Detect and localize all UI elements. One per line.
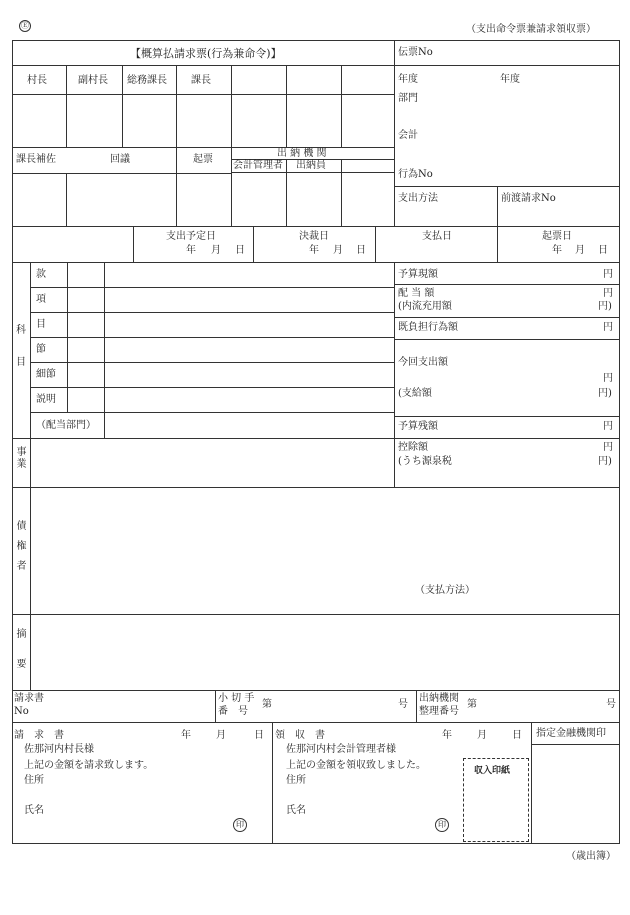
- seikyusho-seal: 印: [233, 818, 247, 832]
- haito-gaku-label: 配 当 額: [398, 288, 435, 299]
- approval-kaikei-kanrisha: 会計管理者: [233, 160, 283, 171]
- kojo-label: 控除額: [398, 442, 428, 453]
- kessai-nen: 年: [309, 245, 319, 256]
- gensen-yen: 円): [598, 456, 612, 467]
- yotei-tsuki: 月: [211, 245, 221, 256]
- approval-suitouin: 出納員: [296, 160, 326, 171]
- saiken-label: 債権者: [14, 520, 25, 580]
- kogitte-dai: 第: [262, 699, 272, 710]
- konkai-yen: 円: [603, 373, 613, 384]
- koui-no-label: 行為No: [398, 169, 433, 180]
- kamoku-kan: 款: [36, 269, 46, 280]
- kihyo-bi-label: 起票日: [542, 231, 572, 242]
- seikyusho-tsuki: 月: [216, 730, 226, 741]
- gensen-label: (うち源泉税: [398, 456, 452, 467]
- seikyu-label-2: No: [14, 706, 29, 717]
- kaikei-label: 会計: [398, 130, 418, 141]
- shiharai-houhou-paren: （支払方法）: [415, 585, 475, 596]
- form-type-label: （支出命令票兼請求領収票）: [466, 24, 596, 35]
- approval-kihyo: 起票: [193, 154, 213, 165]
- kessai-hi: 日: [356, 245, 366, 256]
- ryoshusho-body: 上記の金額を領収致しました。: [286, 760, 426, 771]
- seiri-label-2: 整理番号: [419, 706, 459, 717]
- yosan-genkaku-label: 予算現額: [398, 269, 438, 280]
- naiyu-juyou-label: (内流充用額: [398, 301, 452, 312]
- yotei-hi: 日: [235, 245, 245, 256]
- kogitte-label-1: 小 切 手: [218, 693, 255, 704]
- kamoku-label-1: [16, 326, 26, 368]
- ryoshusho-shimei: 氏名: [286, 805, 306, 816]
- approval-kachou: 課長: [191, 75, 211, 86]
- approval-sonchou: 村長: [27, 75, 47, 86]
- seikyusho-jusho: 住所: [24, 775, 44, 786]
- approval-suitou-kikan: 出 納 機 関: [277, 148, 327, 159]
- seikyusho-body: 上記の金額を請求致します。: [24, 760, 154, 771]
- kihyo-nen: 年: [552, 245, 562, 256]
- kessai-label: 決裁日: [299, 231, 329, 242]
- bumon-label: 部門: [398, 93, 418, 104]
- shiharai-label: 支払日: [422, 231, 452, 242]
- footer-saishutsubo: （歳出簿）: [566, 851, 616, 862]
- approval-fuku-sonchou: 副村長: [78, 75, 108, 86]
- kamoku-setsumei: 説明: [36, 394, 56, 405]
- shitei-kinyu-label: 指定金融機関印: [536, 728, 606, 739]
- konkai-label: 今回支出額: [398, 357, 448, 368]
- naiyu-juyou-yen: 円): [598, 301, 612, 312]
- kihyo-tsuki: 月: [575, 245, 585, 256]
- shikyu-yen: 円): [598, 388, 612, 399]
- approval-kaigi: 回議: [110, 154, 130, 165]
- denpyo-no-label: 伝票No: [398, 47, 433, 58]
- kamoku-label-char: 科: [16, 325, 26, 336]
- zangaku-label: 予算残額: [398, 421, 438, 432]
- kamoku-kou: 項: [36, 294, 46, 305]
- kojo-yen: 円: [603, 442, 613, 453]
- haito-gaku-yen: 円: [603, 288, 613, 299]
- approval-soumu-kachou: 総務課長: [127, 75, 167, 86]
- stamp-box-label: 収入印紙: [474, 766, 511, 776]
- seiri-go: 号: [606, 699, 616, 710]
- seikyusho-shimei: 氏名: [24, 805, 44, 816]
- yotei-nen: 年: [186, 245, 196, 256]
- corner-mark: Ⓔ: [21, 21, 29, 30]
- zento-seikyu-no-label: 前渡請求No: [501, 193, 556, 204]
- shishutsu-houhou-label: 支出方法: [398, 193, 438, 204]
- form-title: 【概算払請求票(行為兼命令)】: [130, 47, 282, 60]
- ryoshusho-addressee: 佐那河内村会計管理者様: [286, 744, 396, 755]
- kogitte-go: 号: [398, 699, 408, 710]
- kifutan-yen: 円: [603, 322, 613, 333]
- ryoshusho-nen: 年: [442, 730, 452, 741]
- haito-bumon-label: （配当部門）: [36, 420, 96, 431]
- seikyusho-hi: 日: [254, 730, 264, 741]
- zangaku-yen: 円: [603, 421, 613, 432]
- ryoshusho-hi: 日: [512, 730, 522, 741]
- kihyo-hi: 日: [598, 245, 608, 256]
- ryoshusho-tsuki: 月: [477, 730, 487, 741]
- nendo-label-right: 年度: [500, 74, 520, 85]
- ryoshusho-seal: 印: [435, 818, 449, 832]
- shikyu-label: (支給額: [398, 388, 432, 399]
- seikyusho-title: 請 求 書: [14, 730, 64, 741]
- ryoshusho-title: 領 収 書: [275, 730, 325, 741]
- seikyu-label-1: 請求書: [14, 693, 44, 704]
- seiri-label-1: 出納機関: [419, 693, 459, 704]
- kamoku-moku: 目: [36, 319, 46, 330]
- kamoku-setsu: 節: [36, 344, 46, 355]
- approval-kacho-hosa: 課長補佐: [16, 154, 56, 165]
- yosan-genkaku-yen: 円: [603, 269, 613, 280]
- kifutan-label: 既負担行為額: [398, 322, 458, 333]
- ryoshusho-jusho: 住所: [286, 775, 306, 786]
- kamoku-label-char: 目: [16, 357, 26, 368]
- tekiyo-label: 摘要: [14, 628, 25, 688]
- shishutsu-yotei-label: 支出予定日: [166, 231, 216, 242]
- kessai-tsuki: 月: [333, 245, 343, 256]
- seikyusho-nen: 年: [181, 730, 191, 741]
- seikyusho-addressee: 佐那河内村長様: [24, 744, 94, 755]
- nendo-label-left: 年度: [398, 74, 418, 85]
- kogitte-label-2: 番 号: [218, 706, 248, 717]
- jigyo-label: 事業: [14, 446, 25, 470]
- kamoku-saisetsu: 細節: [36, 369, 56, 380]
- seiri-dai: 第: [467, 699, 477, 710]
